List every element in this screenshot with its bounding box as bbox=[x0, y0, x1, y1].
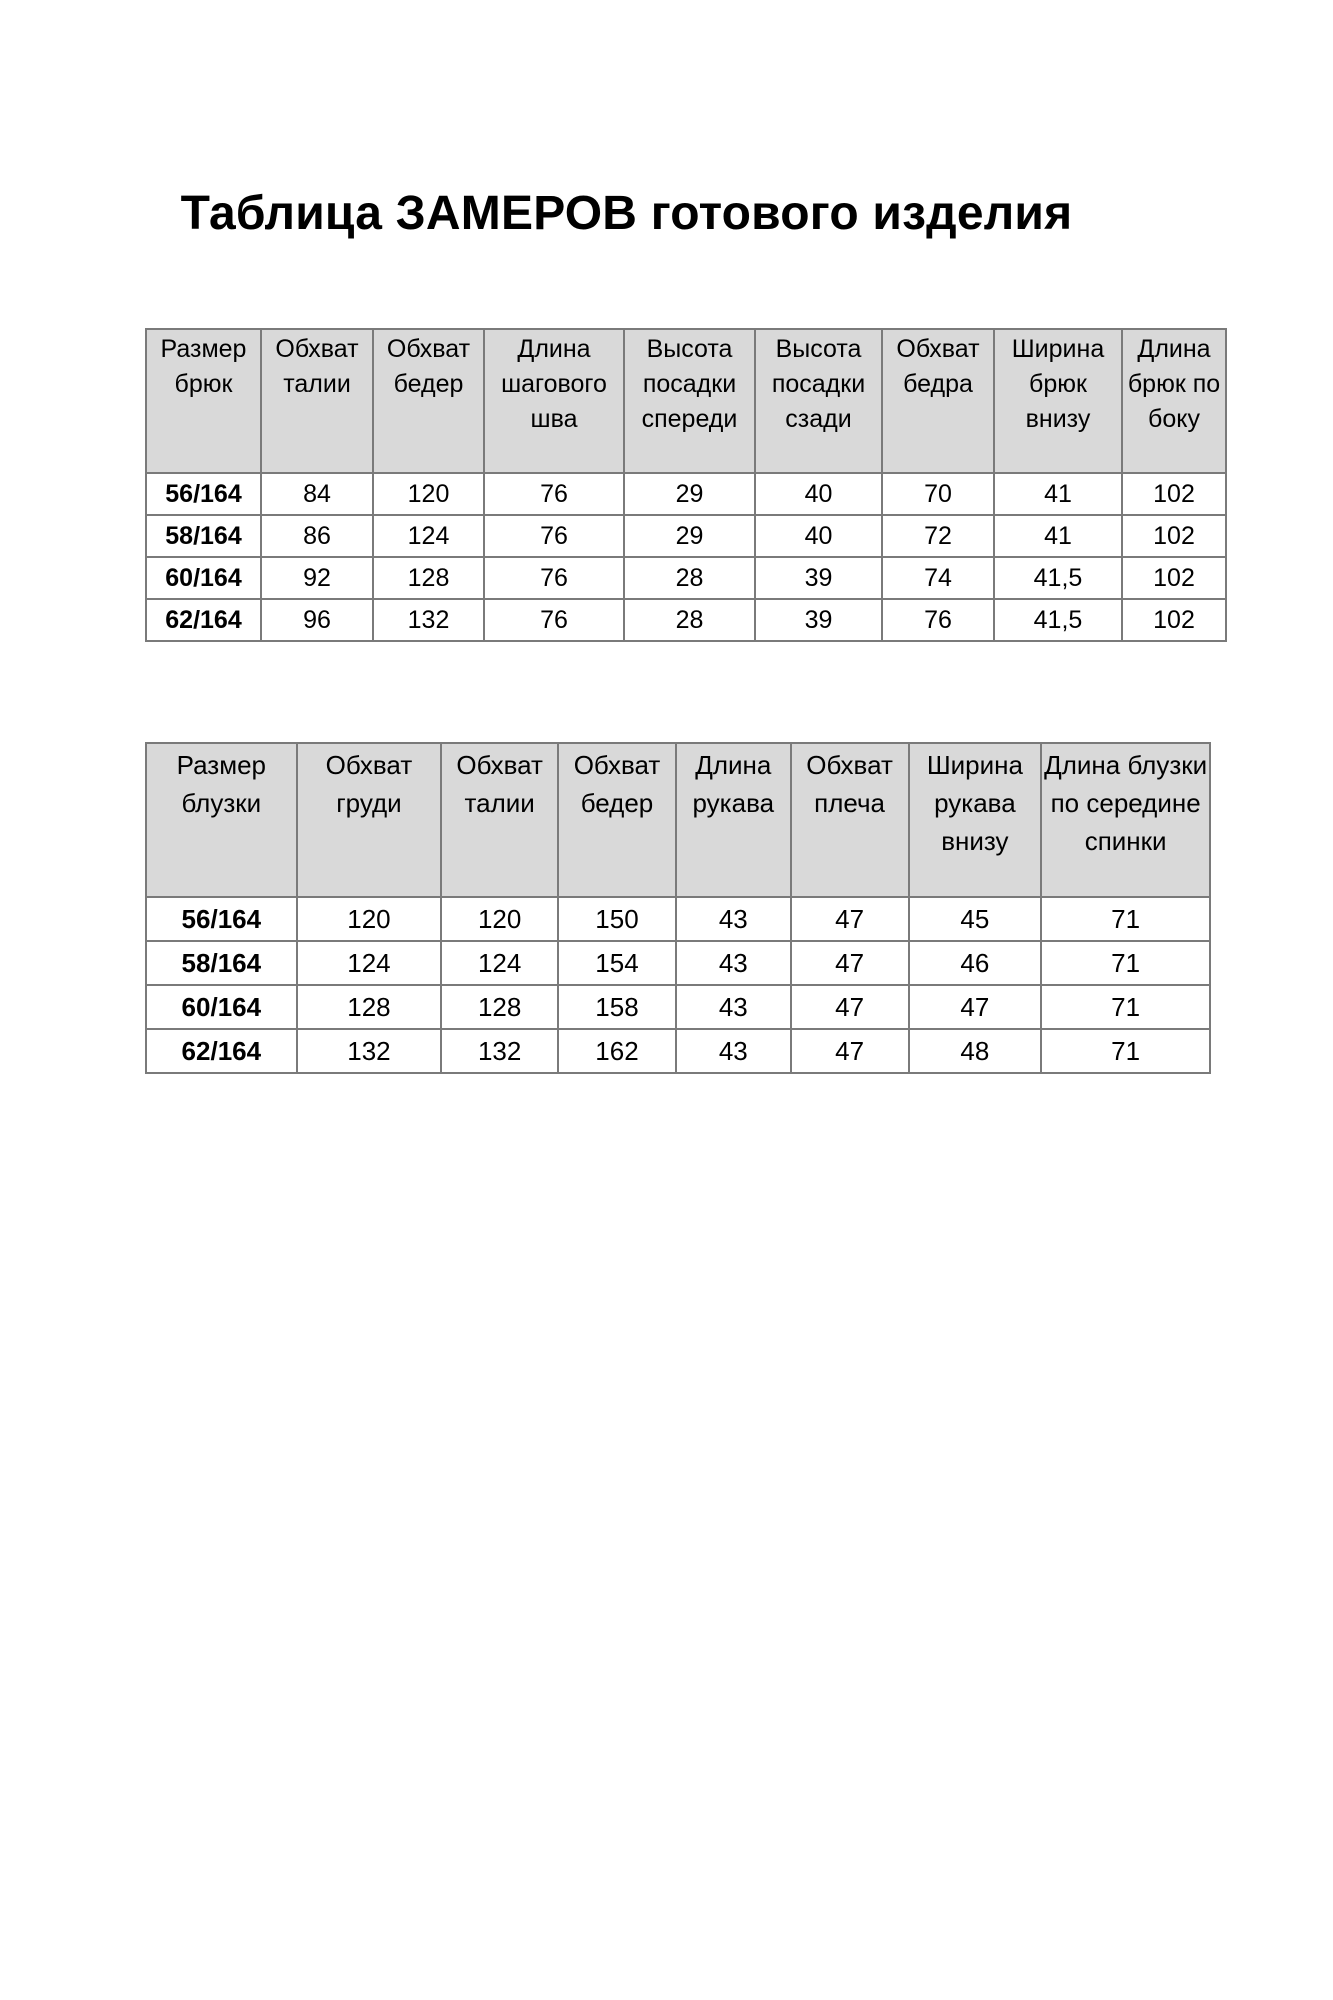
table-cell: 124 bbox=[373, 515, 484, 557]
table-cell: 128 bbox=[373, 557, 484, 599]
table-cell: 47 bbox=[791, 985, 909, 1029]
column-header: Обхват груди bbox=[297, 743, 442, 897]
table-cell: 102 bbox=[1122, 473, 1226, 515]
table-cell: 29 bbox=[624, 515, 755, 557]
table-cell: 41 bbox=[994, 473, 1122, 515]
table-cell: 41,5 bbox=[994, 557, 1122, 599]
size-cell: 60/164 bbox=[146, 557, 261, 599]
table-cell: 47 bbox=[909, 985, 1042, 1029]
table-row bbox=[146, 897, 1210, 941]
column-header: Высота посадки спереди bbox=[624, 329, 755, 473]
table-cell: 28 bbox=[624, 599, 755, 641]
table-cell: 48 bbox=[909, 1029, 1042, 1073]
table-cell: 47 bbox=[791, 1029, 909, 1073]
size-cell: 58/164 bbox=[146, 515, 261, 557]
table-cell: 46 bbox=[909, 941, 1042, 985]
table-cell: 132 bbox=[441, 1029, 558, 1073]
table-cell: 41 bbox=[994, 515, 1122, 557]
table-cell: 45 bbox=[909, 897, 1042, 941]
table-cell: 47 bbox=[791, 897, 909, 941]
column-header: Обхват талии bbox=[441, 743, 558, 897]
table-cell: 72 bbox=[882, 515, 994, 557]
table-cell: 43 bbox=[676, 985, 791, 1029]
table-cell: 41,5 bbox=[994, 599, 1122, 641]
table-cell: 84 bbox=[261, 473, 373, 515]
table-cell: 40 bbox=[755, 473, 882, 515]
table-cell: 132 bbox=[297, 1029, 442, 1073]
column-header: Ширина рукава внизу bbox=[909, 743, 1042, 897]
table-cell: 120 bbox=[441, 897, 558, 941]
table-cell: 102 bbox=[1122, 599, 1226, 641]
table-cell: 76 bbox=[484, 473, 624, 515]
table-cell: 120 bbox=[373, 473, 484, 515]
column-header: Длина рукава bbox=[676, 743, 791, 897]
table-header-row bbox=[146, 743, 1210, 897]
column-header: Размер брюк bbox=[146, 329, 261, 473]
table-cell: 76 bbox=[484, 599, 624, 641]
table-cell: 74 bbox=[882, 557, 994, 599]
column-header: Ширина брюк внизу bbox=[994, 329, 1122, 473]
size-cell: 58/164 bbox=[146, 941, 297, 985]
table-cell: 43 bbox=[676, 1029, 791, 1073]
table-cell: 47 bbox=[791, 941, 909, 985]
table-cell: 71 bbox=[1041, 941, 1210, 985]
table-cell: 124 bbox=[441, 941, 558, 985]
size-cell: 62/164 bbox=[146, 599, 261, 641]
table-row bbox=[146, 557, 1226, 599]
size-cell: 62/164 bbox=[146, 1029, 297, 1073]
table-cell: 76 bbox=[484, 515, 624, 557]
column-header: Обхват талии bbox=[261, 329, 373, 473]
table-cell: 150 bbox=[558, 897, 676, 941]
table-row bbox=[146, 599, 1226, 641]
table-cell: 71 bbox=[1041, 985, 1210, 1029]
table-cell: 43 bbox=[676, 941, 791, 985]
table-cell: 28 bbox=[624, 557, 755, 599]
column-header: Обхват плеча bbox=[791, 743, 909, 897]
size-cell: 60/164 bbox=[146, 985, 297, 1029]
table-cell: 39 bbox=[755, 557, 882, 599]
size-cell: 56/164 bbox=[146, 897, 297, 941]
column-header: Длина блузки по середине спинки bbox=[1041, 743, 1210, 897]
table-cell: 40 bbox=[755, 515, 882, 557]
table-cell: 86 bbox=[261, 515, 373, 557]
table-row bbox=[146, 941, 1210, 985]
table-cell: 96 bbox=[261, 599, 373, 641]
table-cell: 158 bbox=[558, 985, 676, 1029]
table-row bbox=[146, 473, 1226, 515]
table-cell: 132 bbox=[373, 599, 484, 641]
table-cell: 102 bbox=[1122, 515, 1226, 557]
table-row bbox=[146, 985, 1210, 1029]
table-cell: 102 bbox=[1122, 557, 1226, 599]
table-cell: 162 bbox=[558, 1029, 676, 1073]
column-header: Обхват бедер bbox=[373, 329, 484, 473]
table-cell: 154 bbox=[558, 941, 676, 985]
size-cell: 56/164 bbox=[146, 473, 261, 515]
column-header: Размер блузки bbox=[146, 743, 297, 897]
table-cell: 120 bbox=[297, 897, 442, 941]
table-cell: 71 bbox=[1041, 897, 1210, 941]
table-cell: 43 bbox=[676, 897, 791, 941]
column-header: Длина брюк по боку bbox=[1122, 329, 1226, 473]
table-row bbox=[146, 515, 1226, 557]
pants-measurements-table bbox=[145, 328, 1227, 642]
table-cell: 71 bbox=[1041, 1029, 1210, 1073]
table-cell: 76 bbox=[484, 557, 624, 599]
table-cell: 124 bbox=[297, 941, 442, 985]
table-cell: 92 bbox=[261, 557, 373, 599]
blouse-measurements-table bbox=[145, 742, 1211, 1074]
table-cell: 128 bbox=[297, 985, 442, 1029]
table-cell: 70 bbox=[882, 473, 994, 515]
table-cell: 76 bbox=[882, 599, 994, 641]
column-header: Длина шагового шва bbox=[484, 329, 624, 473]
table-cell: 128 bbox=[441, 985, 558, 1029]
column-header: Обхват бедер bbox=[558, 743, 676, 897]
column-header: Высота посадки сзади bbox=[755, 329, 882, 473]
table-header-row bbox=[146, 329, 1226, 473]
table-row bbox=[146, 1029, 1210, 1073]
page-title: Таблица ЗАМЕРОВ готового изделия bbox=[180, 187, 1073, 240]
column-header: Обхват бедра bbox=[882, 329, 994, 473]
table-cell: 29 bbox=[624, 473, 755, 515]
table-cell: 39 bbox=[755, 599, 882, 641]
